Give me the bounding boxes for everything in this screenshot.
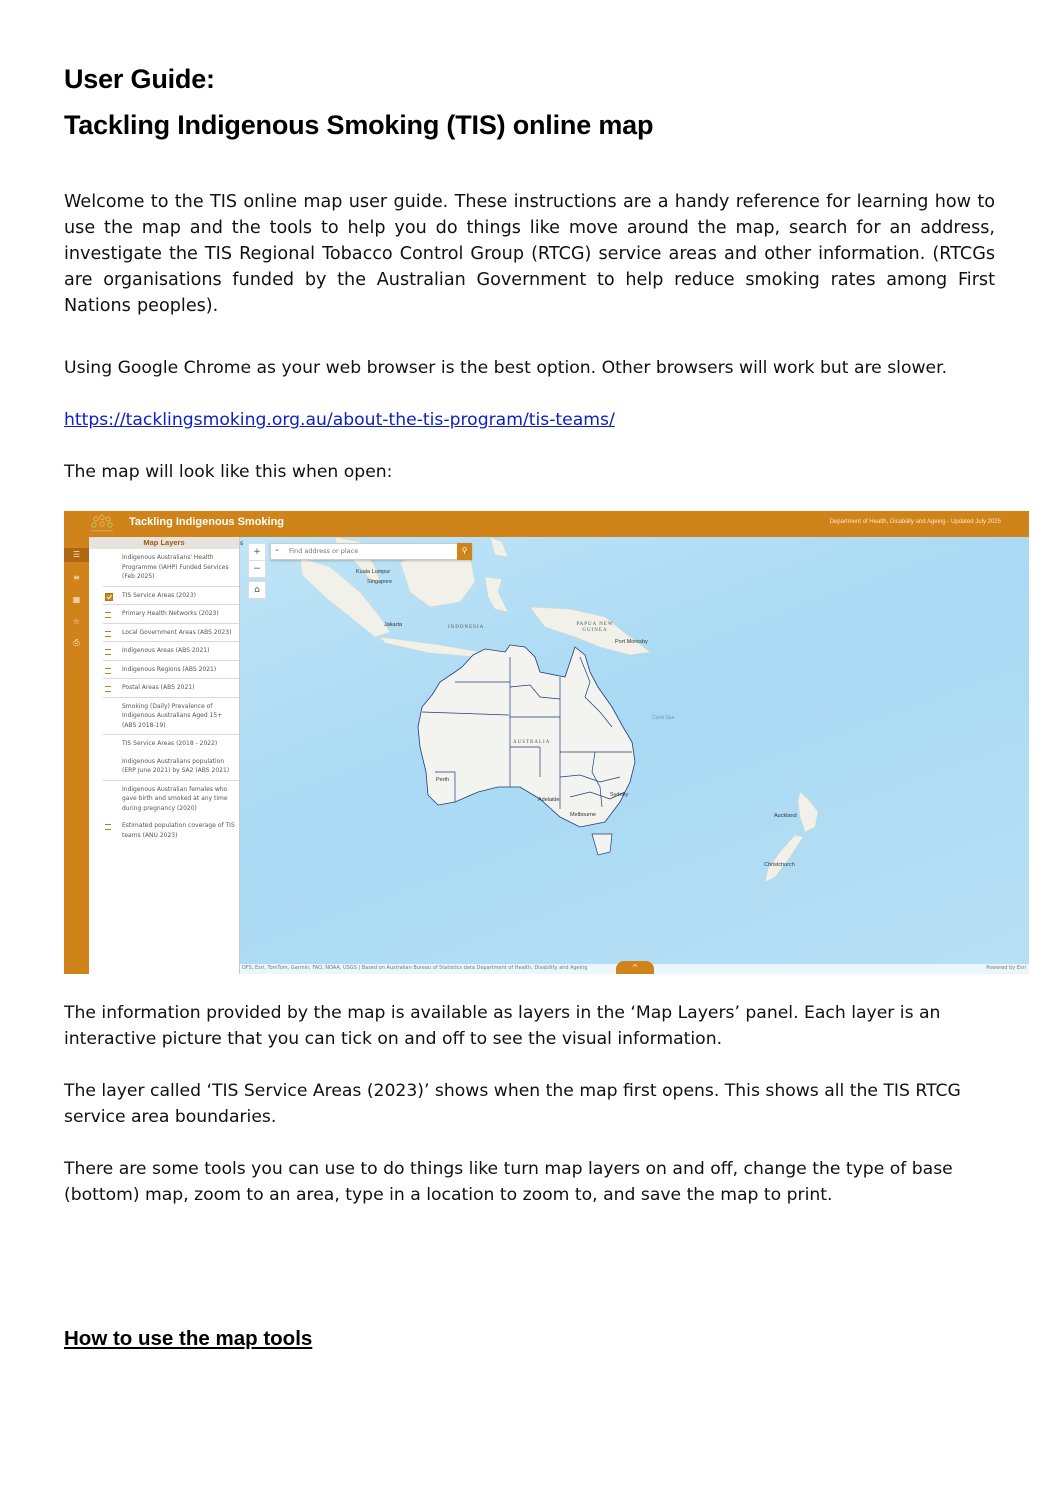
search-source-dropdown[interactable]: ⌄ xyxy=(274,545,280,553)
layer-label: Indigenous Regions (ABS 2021) xyxy=(122,665,217,673)
attribution-text: DFS, Esri, TomTom, Garmin, FAO, NOAA, USGS | Based on Australian Bureau of Statistics data Department of Health, Disability and Ageing xyxy=(242,965,588,971)
search-button[interactable] xyxy=(457,543,472,560)
label-port-moresby: Port Moresby xyxy=(615,639,648,645)
layer-item[interactable] xyxy=(103,587,239,606)
search-widget xyxy=(270,543,472,560)
layer-label: Postal Areas (ABS 2021) xyxy=(122,684,195,691)
layer-item[interactable] xyxy=(103,624,239,643)
basemap-gallery-icon[interactable]: ▦ xyxy=(72,595,81,604)
layer-item[interactable] xyxy=(103,642,239,661)
tis-logo-icon xyxy=(88,514,116,534)
app-header xyxy=(64,511,1029,537)
label-melbourne: Melbourne xyxy=(570,812,596,818)
layer-item[interactable] xyxy=(103,781,239,818)
app-subtitle: Department of Health, Disability and Ageing - Updated July 2025 xyxy=(829,519,1001,525)
layer-item[interactable] xyxy=(103,817,239,844)
label-australia: AUSTRALIA xyxy=(513,740,551,745)
default-layer-paragraph: The layer called ‘TIS Service Areas (2023)’ shows when the map first opens. This shows all the TIS RTCG service area boundaries. xyxy=(64,1081,961,1127)
label-papua-new-guinea: PAPUA NEW GUINEA xyxy=(576,622,614,633)
layer-checkbox[interactable] xyxy=(105,686,111,692)
app-title: Tackling Indigenous Smoking xyxy=(129,516,285,528)
print-icon[interactable]: ⎙ xyxy=(73,638,80,647)
address-search-input[interactable] xyxy=(289,545,449,557)
layer-item[interactable] xyxy=(103,661,239,680)
layers-icon[interactable]: ☰ xyxy=(64,548,89,562)
layer-item[interactable] xyxy=(103,698,239,736)
layer-label: Local Government Areas (ABS 2023) xyxy=(122,628,232,636)
label-sydney: Sydney xyxy=(610,792,629,798)
label-coral-sea: Coral Sea xyxy=(652,715,675,721)
land-sulawesi xyxy=(485,577,508,612)
land-nz-south xyxy=(765,835,803,882)
widget-rail xyxy=(64,537,89,974)
land-australia xyxy=(418,645,635,827)
layer-label: Indigenous Areas (ABS 2021) xyxy=(122,647,210,654)
layer-item[interactable] xyxy=(103,679,239,698)
label-jakarta: Jakarta xyxy=(384,622,403,628)
label-singapore: Singapore xyxy=(367,579,393,585)
chevron-up-icon: ^ xyxy=(631,963,639,972)
layer-label: Smoking (Daily) Prevalence of Indigenous Australians Aged 15+ (ABS 2018-19) xyxy=(122,702,223,729)
layer-checkbox-checked[interactable] xyxy=(105,593,113,601)
layer-label: Indigenous Australians population (ERP June 2021) by SA2 (ABS 2021) xyxy=(122,757,230,774)
guide-title: User Guide: xyxy=(64,64,215,94)
layer-list xyxy=(89,549,239,844)
legend-icon[interactable]: ≡ xyxy=(73,573,80,582)
layer-checkbox[interactable] xyxy=(105,631,111,637)
land-nz-north xyxy=(798,792,818,832)
map-app-screenshot xyxy=(64,511,1029,974)
zoom-in-button[interactable]: + xyxy=(248,543,266,561)
label-perth: Perth xyxy=(436,777,450,783)
land-java xyxy=(380,637,480,657)
tis-teams-link[interactable]: https://tacklingsmoking.org.au/about-the-tis-program/tis-teams/ xyxy=(64,410,615,430)
layers-paragraph: The information provided by the map is available as layers in the ‘Map Layers’ panel. Each layer is an interactive picture that you can tick on and off to see the visual information. xyxy=(64,1003,941,1049)
layer-label: Primary Health Networks (2023) xyxy=(122,610,219,617)
bookmark-star-icon[interactable]: ☆ xyxy=(72,617,81,626)
home-button[interactable]: ⌂ xyxy=(248,581,266,599)
section-heading: How to use the map tools xyxy=(64,1327,313,1350)
layer-checkbox[interactable] xyxy=(105,612,111,618)
land-tasmania xyxy=(592,834,612,855)
label-kuala-lumpur: Kuala Lumpur xyxy=(356,569,391,575)
map-layers-panel xyxy=(89,537,240,974)
expand-panel-button[interactable] xyxy=(616,961,654,974)
label-indonesia: INDONESIA xyxy=(448,625,485,630)
layer-item[interactable] xyxy=(103,549,239,587)
search-icon: ⚲ xyxy=(461,546,468,555)
label-auckland: Auckland xyxy=(774,813,797,819)
layer-item[interactable] xyxy=(103,735,239,753)
layer-label: TIS Service Areas (2023) xyxy=(122,591,197,599)
map-layers-title: Map Layers xyxy=(89,537,239,549)
label-adelaide: Adelaide xyxy=(538,797,560,803)
browser-note: Using Google Chrome as your web browser is the best option. Other browsers will work but are slower. xyxy=(64,358,948,378)
layer-item[interactable] xyxy=(103,605,239,624)
layer-label: Indigenous Australians' Health Programme (IAHP) Funded Services (Feb 2025) xyxy=(122,554,229,580)
layer-checkbox[interactable] xyxy=(105,824,111,830)
layer-checkbox[interactable] xyxy=(105,649,111,655)
layer-label: TIS Service Areas (2018 - 2022) xyxy=(122,740,218,747)
zoom-out-button[interactable]: − xyxy=(248,560,266,578)
map-intro-text: The map will look like this when open: xyxy=(64,462,393,482)
layer-item[interactable] xyxy=(103,753,239,781)
map-edge-text: s xyxy=(240,540,244,547)
guide-subtitle: Tackling Indigenous Smoking (TIS) online map xyxy=(64,110,654,140)
layer-label: Estimated population coverage of TIS teams (ANU 2023) xyxy=(122,822,235,839)
intro-paragraph: Welcome to the TIS online map user guide. These instructions are a handy reference for learning how to use the map and the tools to help you do things like move around the map, search for an address, investigate the TIS Regional Tobacco Control Group (RTCG) service areas and other information. (RTCGs are organisations funded by the Australian Government to help reduce smoking rates among First Nations peoples). xyxy=(64,192,995,316)
layer-checkbox[interactable] xyxy=(105,668,111,674)
basemap xyxy=(240,537,1029,964)
tools-paragraph: There are some tools you can use to do things like turn map layers on and off, change the type of base (bottom) map, zoom to an area, type in a location to zoom to, and save the map to print. xyxy=(64,1159,953,1205)
land-philippines xyxy=(490,537,508,557)
powered-by-esri[interactable]: Powered by Esri xyxy=(986,965,1026,971)
map-view[interactable] xyxy=(240,537,1029,964)
layer-label: Indigenous Australian females who gave birth and smoked at any time during pregnancy (2020) xyxy=(122,785,228,812)
label-christchurch: Christchurch xyxy=(764,862,795,868)
